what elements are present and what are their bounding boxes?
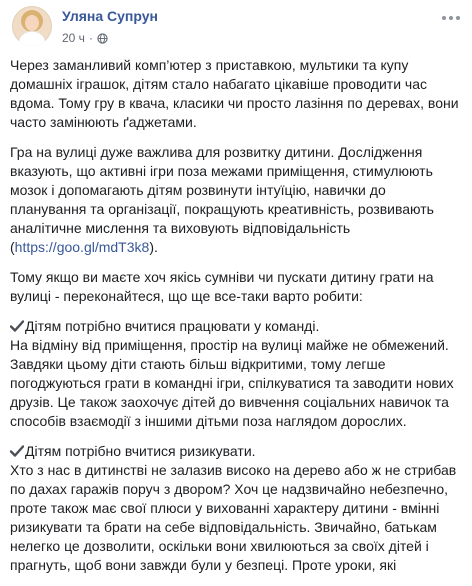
post-body [10,56,462,586]
paragraph-3: Тому якщо ви маєте хоч якісь сумніви чи пускати дитину грати на вулиці - переконайтеся, що ще все-таки варто робити: [10,269,434,304]
check-mark-icon [10,319,24,333]
author-avatar[interactable] [12,6,52,46]
paragraph-5-heading: Дітям потрібно вчитися ризикувати. [25,443,256,459]
author-name-link[interactable]: Уляна Супрун [62,8,158,24]
post-header [10,0,472,52]
more-options-icon[interactable] [438,10,464,26]
meta-separator: · [88,31,93,45]
paragraph-4-body: На відміну від приміщення, простір на вулиці майже не обмежений. Завдяки цьому діти стають більш відкритими, тому легше погоджуються грати в командні ігри, спілкуватися та заводити нових друзів. Це також заохочує дітей до вивчення соціальних навичок та способів взаємодії з іншими дітьми поза наглядом дорослих. [10,337,454,429]
post-meta [62,31,108,45]
research-link[interactable]: https://goo.gl/mdT3k8 [14,239,150,255]
globe-icon[interactable] [97,33,108,44]
post-timestamp[interactable]: 20 ч [62,31,85,45]
paragraph-4-heading: Дітям потрібно вчитися працювати у команді. [25,318,320,334]
link-close-paren: ). [149,239,158,255]
paragraph-2 [10,143,462,257]
paragraph-5 [10,442,462,575]
paragraph-1: Через заманливий комп’ютер з приставкою, мультики та купу домашніх іграшок, дітям стало набагато цікавіше проводити час вдома. Тому гру в квача, класики чи просто лазіння по деревах, вони часто замінюють ґаджетами. [10,57,459,130]
paragraph-5-body: Хто з нас в дитинстві не залазив високо на дерево або ж не стрибав по дахах гаражів поруч з двором? Хоч це надзвичайно небезпечно, проте також має свої плюси у вихованні характеру дитини - вмінні ризикувати та брати на себе відповідальність. Звичайно, батькам нелегко це дозволити, оскільки вони хвилюються за своїх дітей і прагнуть, щоб вони завжди були у безпеці. Проте уроки, які [10,462,457,573]
paragraph-2-text: Гра на вулиці дуже важлива для розвитку дитини. Дослідження вказують, що активні ігри поза межами приміщення, стимулюють мозок і допомагають дітям розвинути інтуїцію, навички до планування та організації, покращують креативність, розвивають аналітичне мислення та виховують відповідальність [10,144,434,236]
paragraph-4 [10,317,462,431]
check-mark-icon [10,444,24,458]
link-open-paren: ( [10,239,15,255]
